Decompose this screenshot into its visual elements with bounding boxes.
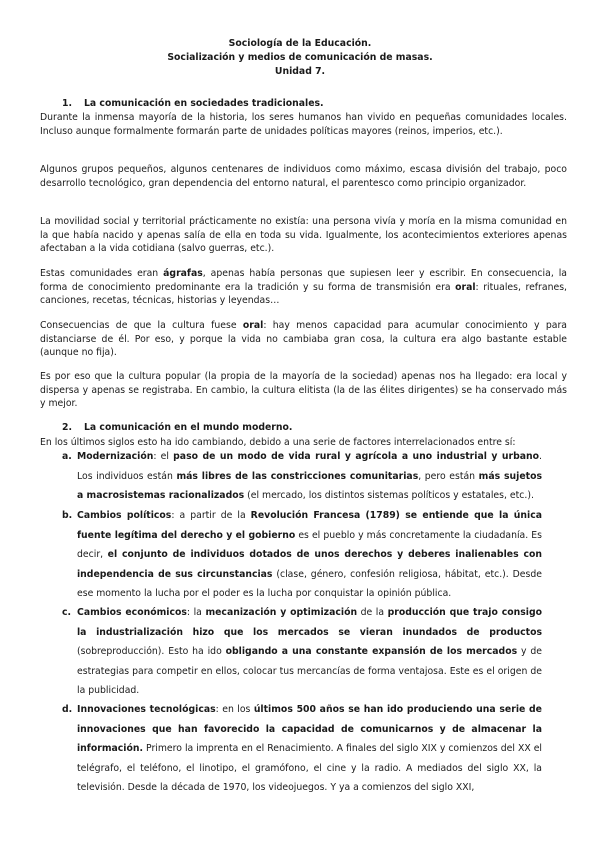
- section-2-title: La comunicación en el mundo moderno.: [84, 422, 293, 433]
- document-title: [0, 37, 600, 79]
- list-item-a-text: Modernización: el paso de un modo de vida rural y agrícola a uno industrial y urbano. Los individuos están más libres de las constricciones comunitarias, pero están más sujetos a macrosistemas racionalizados (el mercado, los distintos sistemas políticos y estatales, etc.).: [77, 451, 542, 502]
- list-item-b-letter: b.: [62, 510, 73, 521]
- list-item-c-text: Cambios económicos: la mecanización y optimización de la producción que trajo consigo la industrialización hizo que los mercados se vieran inundados de productos (sobreproducción). Esto ha ido obligando a una constante expansión de los mercados y de estrategias para competir en ellos, colocar tus mercancías de forma ventajosa. Este es el origen de la publicidad.: [77, 607, 542, 697]
- list-item-d-text: Innovaciones tecnológicas: en los últimos 500 años se han ido produciendo una serie de innovaciones que han favorecido la capacidad de comunicarnos y de almacenar la información. Primero la imprenta en el Renacimiento. A finales del siglo XIX y comienzos del XX el telégrafo, el teléfono, el linotipo, el gramófono, el cine y la radio. A mediados del siglo XX, la televisión. Desde la década de 1970, los videojuegos. Y ya a comienzos del siglo XXI,: [77, 704, 542, 794]
- list-item-c-letter: c.: [62, 607, 72, 618]
- title-course: Sociología de la Educación.: [228, 38, 372, 49]
- section-1-heading: [62, 97, 324, 111]
- title-unit: Unidad 7.: [274, 66, 326, 77]
- paragraph-1: Durante la inmensa mayoría de la historia, los seres humanos han vivido en pequeñas comunidades locales. Incluso aunque formalmente formarán parte de unidades políticas mayores (reinos, imperios, etc.).: [40, 112, 567, 137]
- list-item-a-letter: a.: [62, 451, 72, 462]
- paragraph-5: Consecuencias de que la cultura fuese oral: hay menos capacidad para acumular conocimiento y para distanciarse de él. Por eso, y porque la vida no cambiaba gran cosa, la cultura era algo bastante estable (aunque no fija).: [40, 320, 567, 359]
- section-2-number: 2.: [62, 422, 73, 433]
- paragraph-3: La movilidad social y territorial prácticamente no existía: una persona vivía y moría en la misma comunidad en la que había nacido y apenas salía de ella en toda su vida. Igualmente, los acontecimientos exteriores apenas afectaban a la vida cotidiana (salvo guerras, etc.).: [40, 216, 567, 255]
- paragraph-2: Algunos grupos pequeños, algunos centenares de individuos como máximo, escasa división del trabajo, poco desarrollo tecnológico, gran dependencia del entorno natural, el parentesco como principio organizador.: [40, 164, 567, 189]
- section-1-number: 1.: [62, 98, 73, 109]
- paragraph-6: Es por eso que la cultura popular (la propia de la mayoría de la sociedad) apenas nos ha llegado: era local y dispersa y apenas se registraba. En cambio, la cultura elitista (la de las élites dirigentes) se ha conservado más y mejor.: [40, 371, 567, 410]
- paragraph-7: En los últimos siglos esto ha ido cambiando, debido a una serie de factores interrelacionados entre sí:: [40, 437, 516, 448]
- list-item-b-text: Cambios políticos: a partir de la Revolución Francesa (1789) se entiende que la única fuente legítima del derecho y el gobierno es el pueblo y más concretamente la ciudadanía. Es decir, el conjunto de individuos dotados de unos derechos y deberes inalienables con independencia de sus circunstancias (clase, género, confesión religiosa, hábitat, etc.). Desde ese momento la lucha por el poder es la lucha por conquistar la opinión pública.: [77, 510, 542, 600]
- section-1-title: La comunicación en sociedades tradicionales.: [84, 98, 324, 109]
- paragraph-4: Estas comunidades eran ágrafas, apenas había personas que supiesen leer y escribir. En consecuencia, la forma de conocimiento predominante era la tradición y su forma de transmisión era oral: rituales, refranes, canciones, recetas, técnicas, historias y leyendas…: [40, 268, 567, 307]
- list-item-d-letter: d.: [62, 704, 73, 715]
- section-2-heading: [62, 421, 292, 435]
- title-topic: Socialización y medios de comunicación de masas.: [167, 52, 433, 63]
